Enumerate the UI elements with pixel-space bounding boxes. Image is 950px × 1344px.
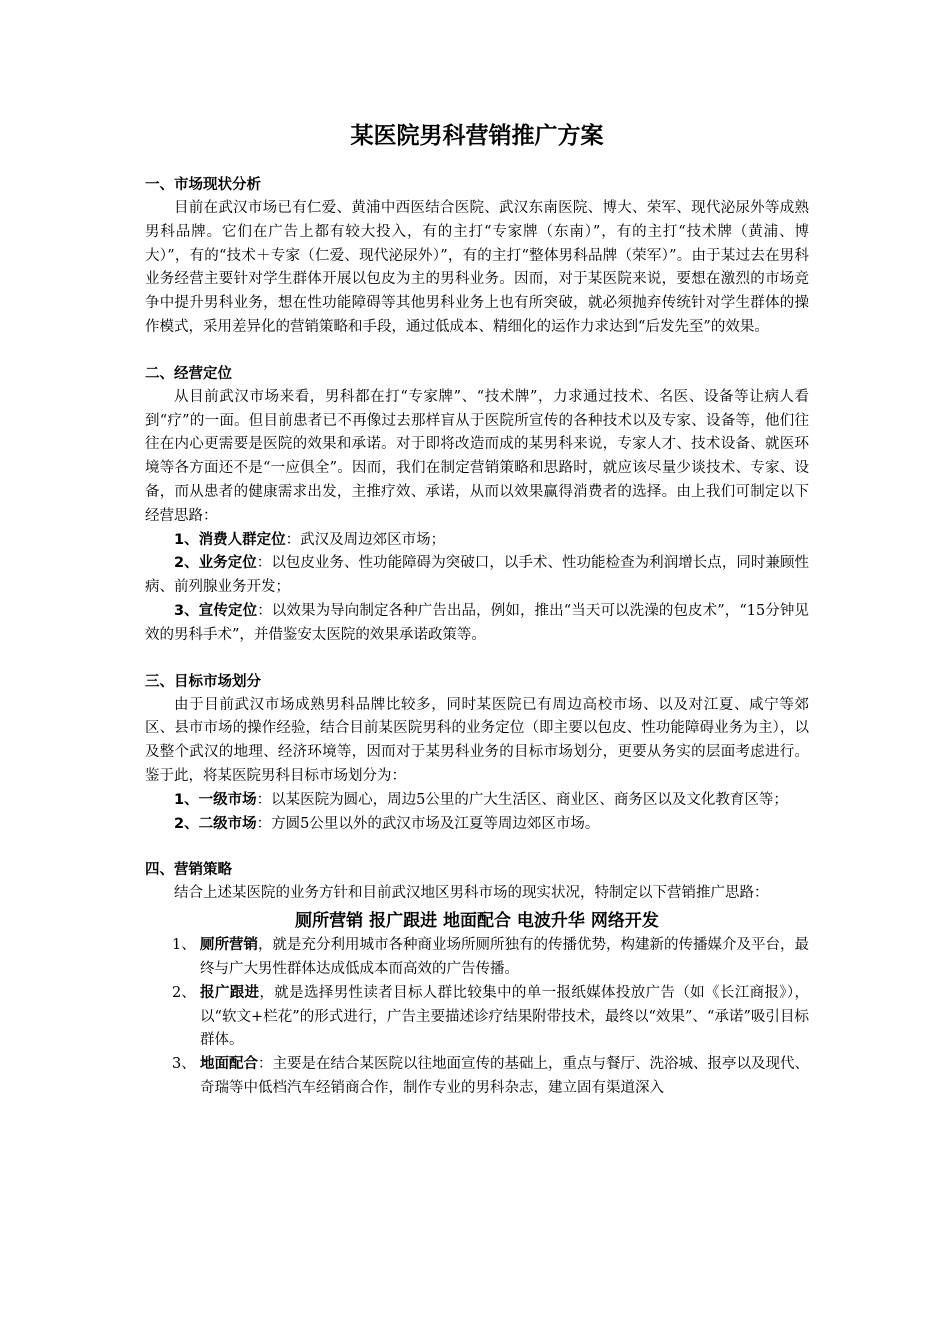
numbered-item	[145, 934, 809, 982]
item-text: ：以效果为导向制定各种广告出品，例如，推出“当天可以洗澡的包皮术”，“15分钟见效的男科手术”，并借鉴安太医院的效果承诺政策等。	[145, 602, 810, 643]
list-item	[145, 813, 809, 837]
item-text: ，就是选择男性读者目标人群比较集中的单一报纸媒体投放广告（如《长江商报》），以“软文+栏花”的形式进行，广告主要描述诊疗结果附带技术，最终以“效果”、“承诺”吸引目标群体。	[200, 984, 810, 1049]
item-number: 2、	[172, 984, 196, 1001]
list-item	[145, 600, 809, 648]
section-heading: 三、目标市场划分	[145, 673, 261, 690]
section-heading: 一、市场现状分析	[145, 177, 261, 193]
section-target-market	[145, 671, 809, 837]
item-label: 2、业务定位	[174, 555, 257, 572]
numbered-item	[145, 1053, 809, 1101]
item-text: ：以包皮业务、性功能障碍为突破口，以手术、性功能检查为利润增长点，同时兼顾性病、前列腺业务开发；	[145, 555, 810, 596]
document-body	[145, 120, 809, 1101]
item-text: ：以某医院为圆心，周边5公里的广大生活区、商业区、商务区以及文化教育区等；	[256, 791, 788, 808]
section-heading: 四、营销策略	[145, 862, 232, 879]
document-title: 某医院男科营销推广方案	[350, 123, 604, 149]
section-marketing-strategy	[145, 859, 809, 1100]
item-label: 3、宣传定位	[174, 602, 258, 619]
numbered-item	[145, 982, 809, 1053]
item-number: 3、	[172, 1056, 196, 1073]
item-label: 2、二级市场	[174, 815, 257, 832]
item-text: ：主要是在结合某医院以往地面宣传的基础上，重点与餐厅、洗浴城、报亭以及现代、奇瑞等中低档汽车经销商合作，制作专业的男科杂志，建立固有渠道深入	[200, 1056, 809, 1096]
item-label: 地面配合	[200, 1056, 258, 1073]
paragraph: 目前在武汉市场已有仁爱、黄浦中西医结合医院、武汉东南医院、博大、荣军、现代泌尿外等成熟男科品牌。它们在广告上都有较大投入，有的主打“专家牌（东南）”，有的主打“技术牌（黄浦、博大）”，有的“技术＋专家（仁爱、现代泌尿外）”，有的主打“整体男科品牌（荣军）”。由于某过去在男科业务经营主要针对学生群体开展以包皮为主的男科业务。因而，对于某医院来说，要想在激烈的市场竞争中提升男科业务，想在性功能障碍等其他男科业务上也有所突破，就必须抛弃传统针对学生群体的操作模式，采用差异化的营销策略和手段，通过低成本、精细化的运作力求达到“后发先至”的效果。	[145, 200, 809, 335]
list-item	[145, 789, 809, 813]
item-label: 报广跟进	[200, 984, 260, 1001]
item-text: ，就是充分利用城市各种商业场所厕所独有的传播优势，构建新的传播媒介及平台，最终与广大男性群体达成低成本而高效的广告传播。	[200, 937, 809, 977]
item-label: 1、一级市场	[174, 791, 257, 808]
section-positioning	[145, 363, 809, 648]
paragraph: 结合上述某医院的业务方针和目前武汉地区男科市场的现实状况，特制定以下营销推广思路：	[174, 885, 769, 902]
section-market-analysis	[145, 174, 809, 340]
list-item	[145, 552, 809, 600]
item-label: 厕所营销	[200, 937, 258, 954]
item-text: ：方圆5公里以外的武汉市场及江夏等周边郊区市场。	[256, 815, 600, 832]
paragraph: 由于目前武汉市场成熟男科品牌比较多，同时某医院已有周边高校市场、以及对江夏、咸宁等郊区、县市市场的操作经验，结合目前某医院男科的业务定位（即主要以包皮、性功能障碍业务为主），以及整个武汉的地理、经济环境等，因而对于某男科业务的目标市场划分，更要从务实的层面考虑进行。鉴于此，将某医院男科目标市场划分为：	[145, 696, 809, 784]
section-heading: 二、经营定位	[145, 365, 232, 382]
paragraph: 从目前武汉市场来看，男科都在打“专家牌”、“技术牌”，力求通过技术、名医、设备等让病人看到“疗”的一面。但目前患者已不再像过去那样盲从于医院所宣传的各种技术以及专家、设备等，他们往往在内心更需要是医院的效果和承诺。对于即将改造而成的某男科来说，专家人才、技术设备、就医环境等各方面还不是“一应俱全”。因而，我们在制定营销策略和思路时，就应该尽量少谈技术、专家、设备，而从患者的健康需求出发，主推疗效、承诺，从而以效果赢得消费者的选择。由上我们可制定以下经营思路：	[145, 388, 809, 524]
list-item	[145, 529, 809, 553]
strategy-slogan: 厕所营销 报广跟进 地面配合 电波升华 网络开发	[295, 911, 659, 932]
item-number: 1、	[172, 937, 196, 954]
item-text: ：武汉及周边郊区市场；	[285, 531, 446, 548]
item-label: 1、消费人群定位	[174, 531, 286, 548]
